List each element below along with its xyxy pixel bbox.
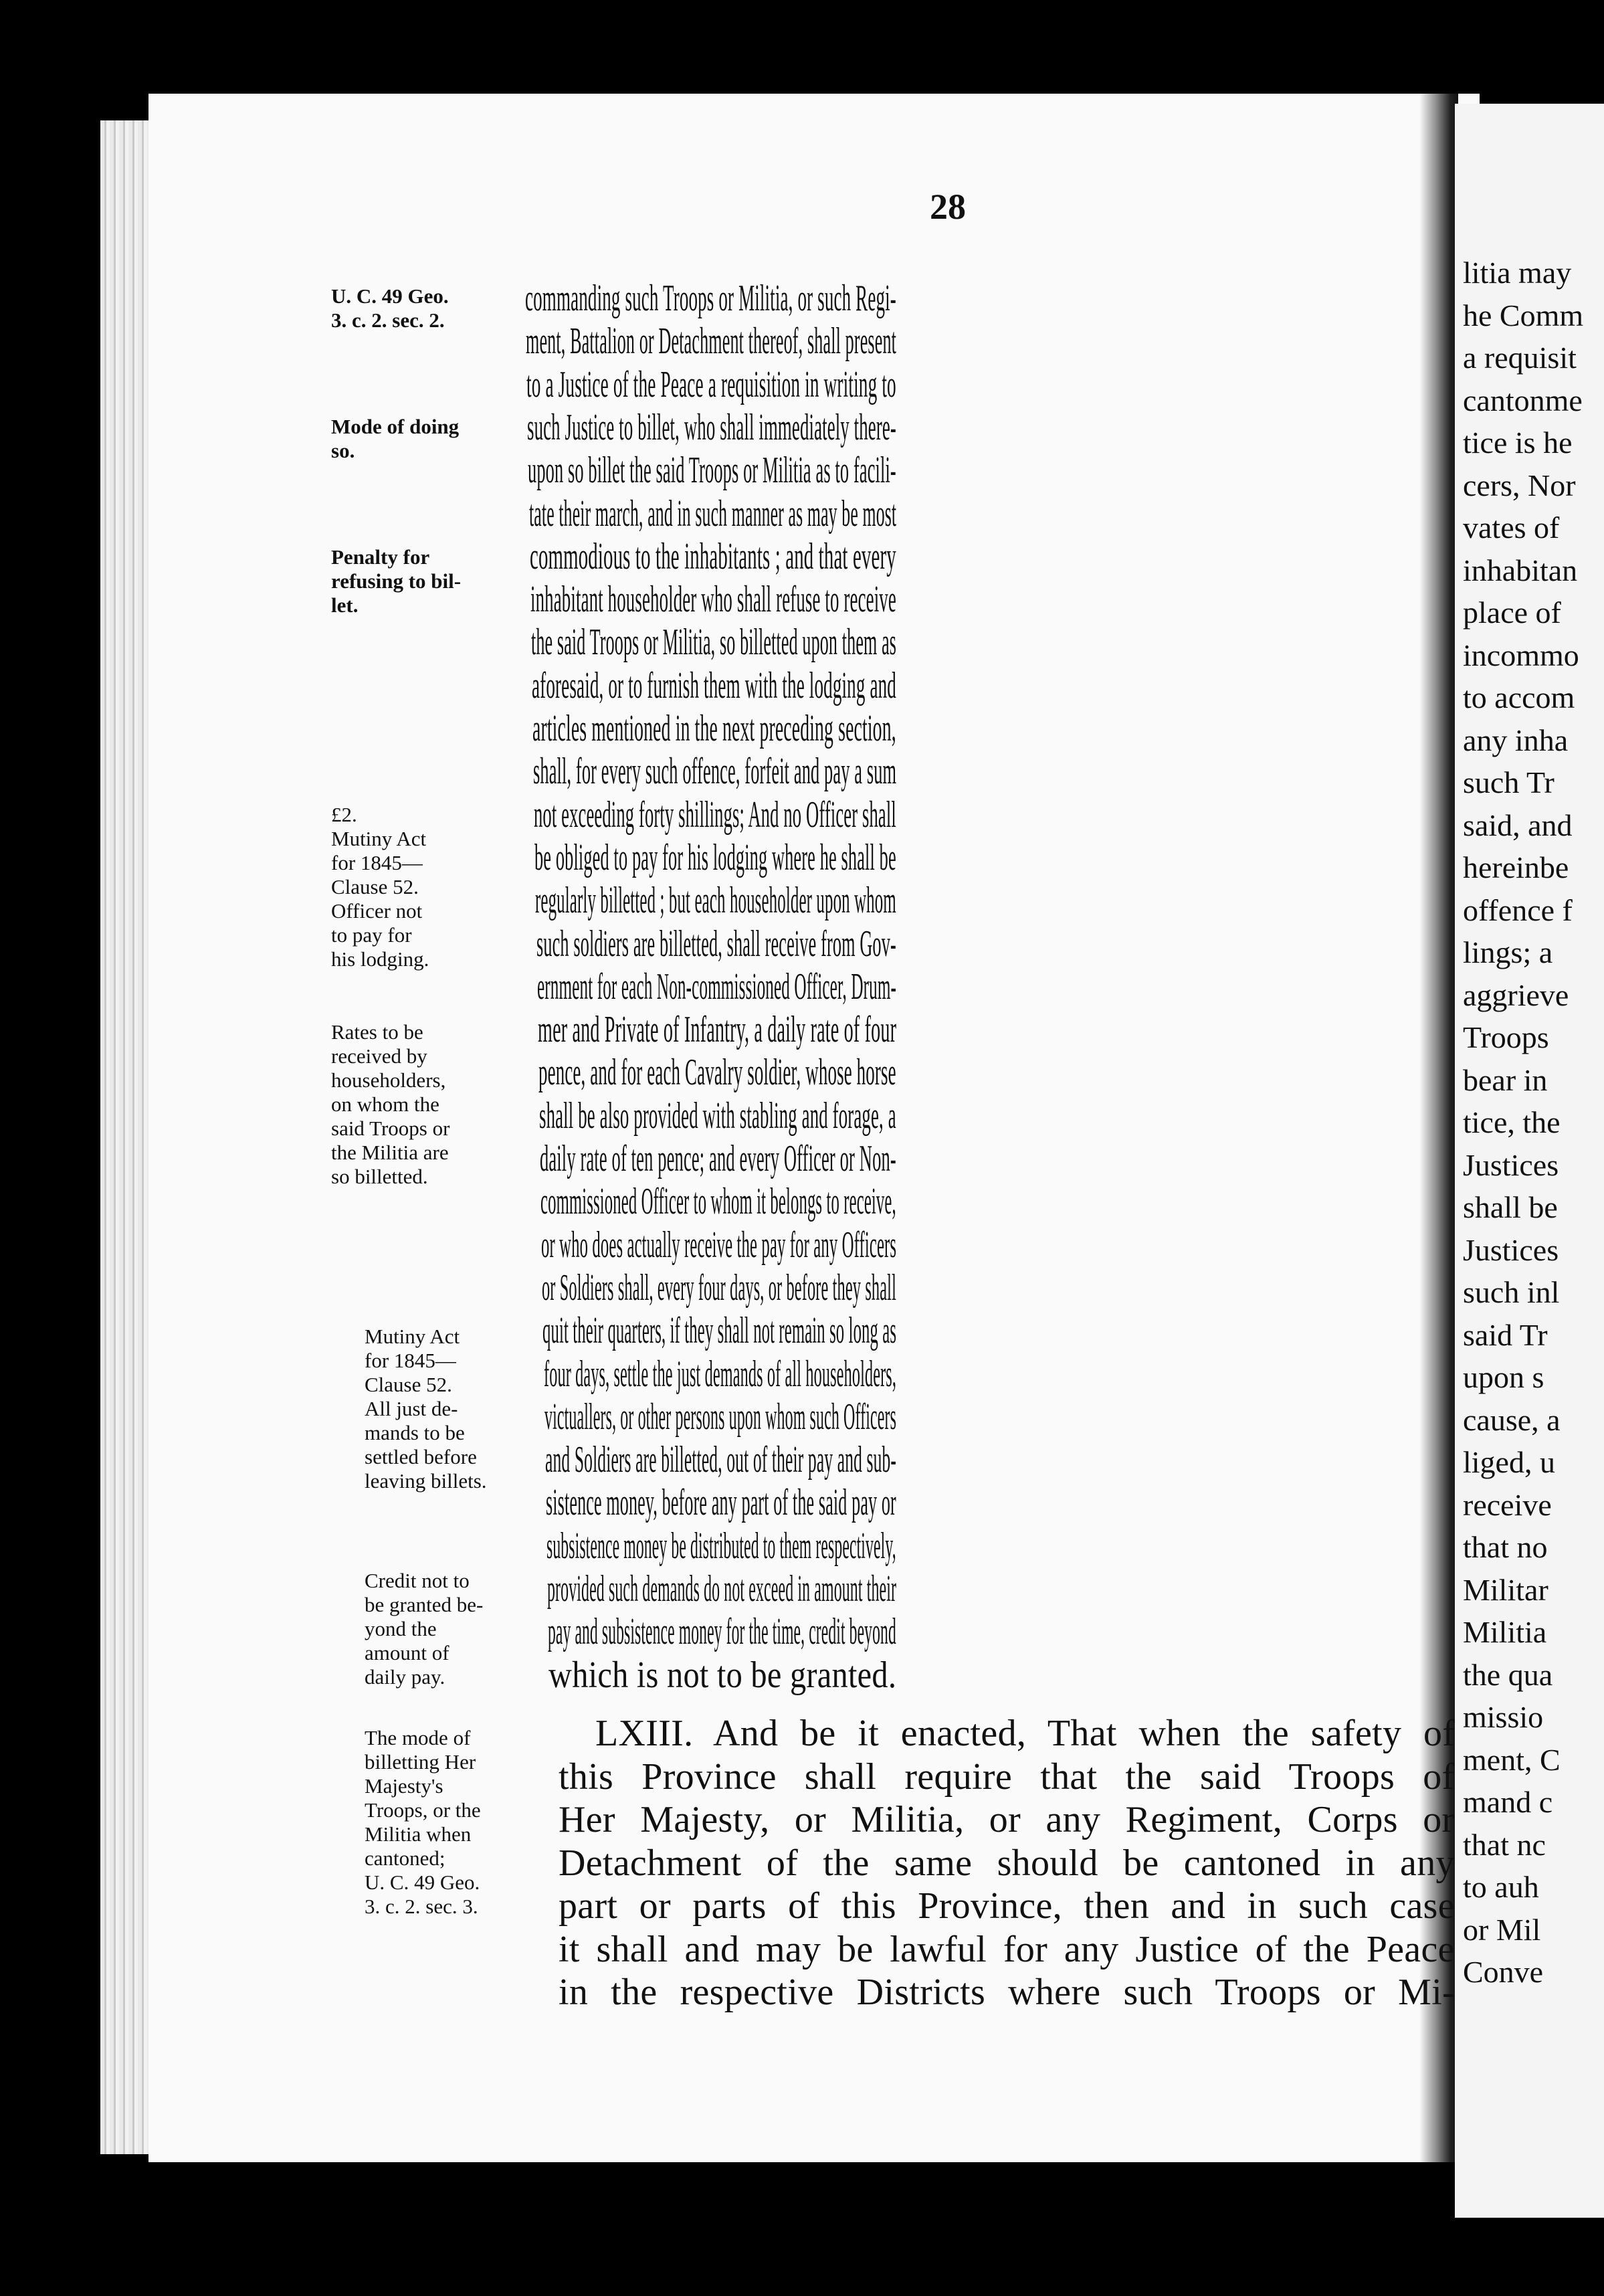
body-line: this Province shall require that the said Troops of: [559, 1755, 1455, 1798]
body-line: or who does actually receive the pay for any Officers: [541, 1224, 897, 1266]
body-line: inhabitant householder who shall refuse to receive: [530, 579, 896, 621]
facing-page-line: he Comm: [1463, 298, 1584, 332]
facing-page: [1455, 104, 1604, 2218]
facing-page-line: the qua: [1463, 1657, 1553, 1692]
facing-page-line: liged, u: [1463, 1445, 1555, 1479]
body-line: subsistence money be distributed to them respectively,: [546, 1525, 896, 1567]
margin-note-credit: Credit not to be granted be- yond the amount of daily pay.: [365, 1569, 484, 1689]
body-line: it shall and may be lawful for any Justice of the Peace: [559, 1928, 1455, 1970]
facing-page-line: missio: [1463, 1700, 1544, 1734]
facing-page-line: Justices: [1463, 1232, 1559, 1267]
body-line: regularly billetted ; but each householder upon whom: [535, 880, 896, 922]
facing-page-line: cause, a: [1463, 1402, 1561, 1437]
body-line: be obliged to pay for his lodging where he shall be: [534, 836, 896, 878]
body-line: shall be also provided with stabling and forage, a: [539, 1094, 896, 1137]
body-line: commissioned Officer to whom it belongs to receive,: [540, 1181, 896, 1223]
facing-page-line: any inha: [1463, 723, 1569, 757]
facing-page-line: said, and: [1463, 807, 1573, 842]
facing-page-line: Justices: [1463, 1147, 1559, 1182]
body-line: and Soldiers are billetted, out of their pay and sub-: [545, 1439, 897, 1481]
body-line: shall, for every such offence, forfeit and pay a sum: [533, 751, 897, 793]
margin-note-rates: Rates to be received by householders, on whom the said Troops or the Militia are so billetted.: [331, 1020, 450, 1188]
margin-note-citation: U. C. 49 Geo. 3. c. 2. sec. 2.: [331, 284, 449, 332]
body-line: LXIII. And be it enacted, That when the safety of: [595, 1713, 1456, 1754]
body-line: articles mentioned in the next preceding section,: [532, 708, 896, 749]
body-line: four days, settle the just demands of all householders,: [544, 1353, 897, 1395]
facing-page-line: that no: [1463, 1530, 1548, 1564]
margin-note-penalty: Penalty for refusing to bil- let.: [331, 545, 462, 617]
facing-page-line: place of: [1463, 595, 1561, 630]
body-line: daily rate of ten pence; and every Officer or Non-: [540, 1138, 896, 1179]
facing-page-line: Militia: [1463, 1615, 1547, 1649]
body-line: not exceeding forty shillings; And no Officer shall: [534, 793, 896, 836]
facing-page-line: Troops: [1463, 1020, 1549, 1054]
body-line: which is not to be granted.: [548, 1654, 897, 1696]
page-edges: [100, 120, 154, 2154]
facing-page-line: to auh: [1463, 1870, 1539, 1904]
body-line: ment, Battalion or Detachment thereof, shall present: [526, 320, 897, 363]
facing-page-line: inhabitan: [1463, 553, 1578, 587]
facing-page-line: hereinbe: [1463, 850, 1569, 884]
body-line: the said Troops or Militia, so billetted upon them as: [531, 621, 897, 664]
body-line: in the respective Districts where such Troops or Mi-: [559, 1972, 1456, 2013]
facing-page-line: mand c: [1463, 1785, 1553, 1819]
facing-page-line: receive: [1463, 1487, 1552, 1522]
margin-note-mode: Mode of doing so.: [331, 415, 460, 462]
facing-page-line: aggrieve: [1463, 977, 1569, 1012]
facing-page-line: shall be: [1463, 1190, 1558, 1224]
body-line: such soldiers are billetted, shall receive from Gov-: [536, 923, 896, 965]
body-line: tate their march, and in such manner as may be most: [529, 492, 897, 535]
facing-page-line: ment, C: [1463, 1742, 1561, 1777]
facing-page-line: litia may: [1463, 256, 1572, 290]
facing-page-line: cers, Nor: [1463, 468, 1576, 502]
body-line: ernment for each Non-commissioned Officer, Drum-: [537, 965, 897, 1008]
body-line: upon so billet the said Troops or Militia as to facili-: [528, 450, 896, 492]
page-number: 28: [930, 187, 966, 227]
facing-page-line: Conve: [1463, 1955, 1544, 1989]
facing-page-line: bear in: [1463, 1062, 1548, 1097]
body-line: sistence money, before any part of the said pay or: [546, 1482, 896, 1524]
body-line: provided such demands do not exceed in amount their: [547, 1568, 897, 1610]
body-line: aforesaid, or to furnish them with the lodging and: [532, 664, 896, 706]
facing-page-line: to accom: [1463, 680, 1575, 714]
body-line: to a Justice of the Peace a requisition in writing to: [526, 363, 896, 405]
facing-page-line: Militar: [1463, 1572, 1548, 1607]
margin-note-lodging: £2. Mutiny Act for 1845— Clause 52. Officer not to pay for his lodging.: [331, 803, 429, 971]
facing-page-line: such Tr: [1463, 765, 1555, 799]
body-line: commanding such Troops or Militia, or such Regi-: [525, 278, 896, 319]
body-line: mer and Private of Infantry, a daily rate of four: [538, 1009, 897, 1051]
facing-page-line: or Mil: [1463, 1912, 1541, 1947]
body-line: pence, and for each Cavalry soldier, whose horse: [538, 1052, 896, 1094]
facing-page-line: upon s: [1463, 1360, 1544, 1394]
facing-page-line: lings; a: [1463, 935, 1553, 969]
facing-page-line: offence f: [1463, 892, 1573, 927]
body-line: or Soldiers shall, every four days, or before they shall: [542, 1266, 896, 1309]
body-line: part or parts of this Province, then and in such case: [559, 1885, 1455, 1927]
facing-page-line: a requisit: [1463, 341, 1577, 375]
margin-note-billetting: The mode of billetting Her Majesty's Troops, or the Militia when cantoned; U. C. 49 Geo. 3. c. 2. sec. 3.: [365, 1726, 481, 1918]
facing-page-line: vates of: [1463, 510, 1560, 545]
body-line: pay and subsistence money for the time, credit beyond: [548, 1611, 896, 1653]
margin-note-demands: Mutiny Act for 1845— Clause 52. All just de- mands to be settled before leaving billets.: [365, 1325, 487, 1493]
body-line: quit their quarters, if they shall not remain so long as: [542, 1310, 897, 1352]
body-line: victuallers, or other persons upon whom such Officers: [544, 1396, 897, 1438]
facing-page-line: said Tr: [1463, 1317, 1548, 1352]
body-line: Her Majesty, or Militia, or any Regiment, Corps or: [559, 1799, 1455, 1840]
facing-page-line: tice is he: [1463, 425, 1573, 460]
body-line: commodious to the inhabitants ; and that every: [530, 535, 896, 577]
facing-page-line: incommo: [1463, 638, 1579, 672]
facing-page-line: tice, the: [1463, 1105, 1561, 1139]
body-line: such Justice to billet, who shall immediately there-: [527, 406, 897, 448]
facing-page-line: cantonme: [1463, 383, 1583, 417]
body-line: Detachment of the same should be cantoned in any: [559, 1842, 1455, 1884]
facing-page-line: such inl: [1463, 1275, 1560, 1309]
facing-page-line: that nc: [1463, 1827, 1546, 1862]
